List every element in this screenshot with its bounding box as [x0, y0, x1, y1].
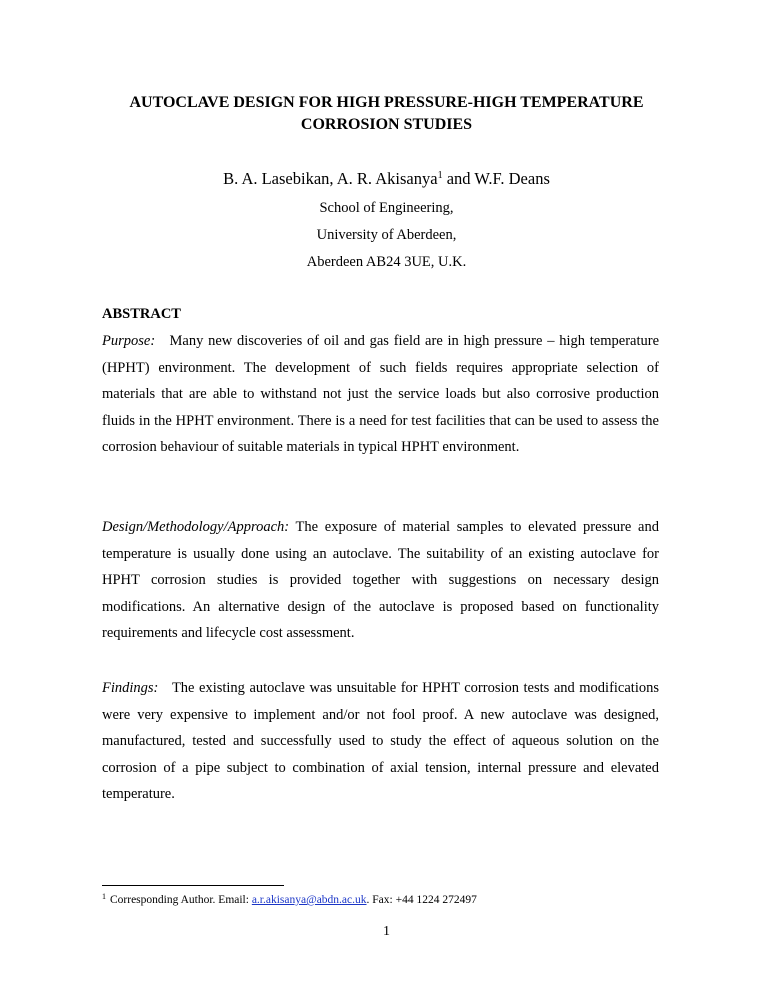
affiliation-line-2: University of Aberdeen,: [316, 227, 457, 243]
design-label: Design/Methodology/Approach:: [102, 519, 290, 535]
footnote-separator: [102, 885, 284, 886]
author-list: [60, 168, 713, 190]
authors-tail: and W.F. Deans: [442, 169, 550, 188]
footnote-marker: 1: [102, 892, 106, 901]
footnote-prefix: Corresponding Author. Email:: [110, 894, 252, 906]
abstract-design-paragraph: [102, 514, 659, 647]
findings-label: Findings:: [102, 680, 159, 696]
abstract-findings-paragraph: [102, 675, 659, 808]
abstract-purpose-paragraph: [102, 328, 659, 461]
title-line-2: CORROSION STUDIES: [300, 116, 473, 133]
abstract-heading: ABSTRACT: [102, 306, 181, 322]
page-number: 1: [383, 924, 390, 939]
findings-text: The existing autoclave was unsuitable for HPHT corrosion tests and modifications were very expensive to implement and/or not fool proof. A new autoclave was designed, manufactured, tested and successfully used to study the effect of aqueous solution on the corrosion of a pipe subject to combination of axial tension, internal pressure and elevated temperature.: [102, 680, 660, 803]
author-footnote-marker: 1: [437, 170, 443, 181]
title-line-1: AUTOCLAVE DESIGN FOR HIGH PRESSURE-HIGH TEMPERATURE: [129, 94, 644, 111]
authors-names: B. A. Lasebikan, A. R. Akisanya: [223, 169, 438, 188]
email-link[interactable]: a.r.akisanya@abdn.ac.uk: [251, 894, 367, 906]
purpose-text: Many new discoveries of oil and gas field are in high pressure – high temperature (HPHT) environment. The development of such fields requires appropriate selection of materials that are able to withstand not just the service loads but also corrosive production fluids in the HPHT environment. There is a need for test facilities that can be used to assess the corrosion behaviour of suitable materials in typical HPHT environment.: [102, 333, 660, 456]
affiliation-line-1: School of Engineering,: [319, 200, 454, 216]
design-text: The exposure of material samples to elevated pressure and temperature is usually done using an autoclave. The suitability of an existing autoclave for HPHT corrosion studies is provided together with suggestions on necessary design modifications. An alternative design of the autoclave is proposed based on functionality requirements and lifecycle cost assessment.: [102, 519, 659, 642]
paper-title: [60, 92, 713, 136]
purpose-label: Purpose:: [102, 333, 156, 349]
footnote: [102, 892, 477, 908]
footnote-suffix: . Fax: +44 1224 272497: [366, 894, 477, 906]
affiliation-line-3: Aberdeen AB24 3UE, U.K.: [306, 254, 467, 270]
